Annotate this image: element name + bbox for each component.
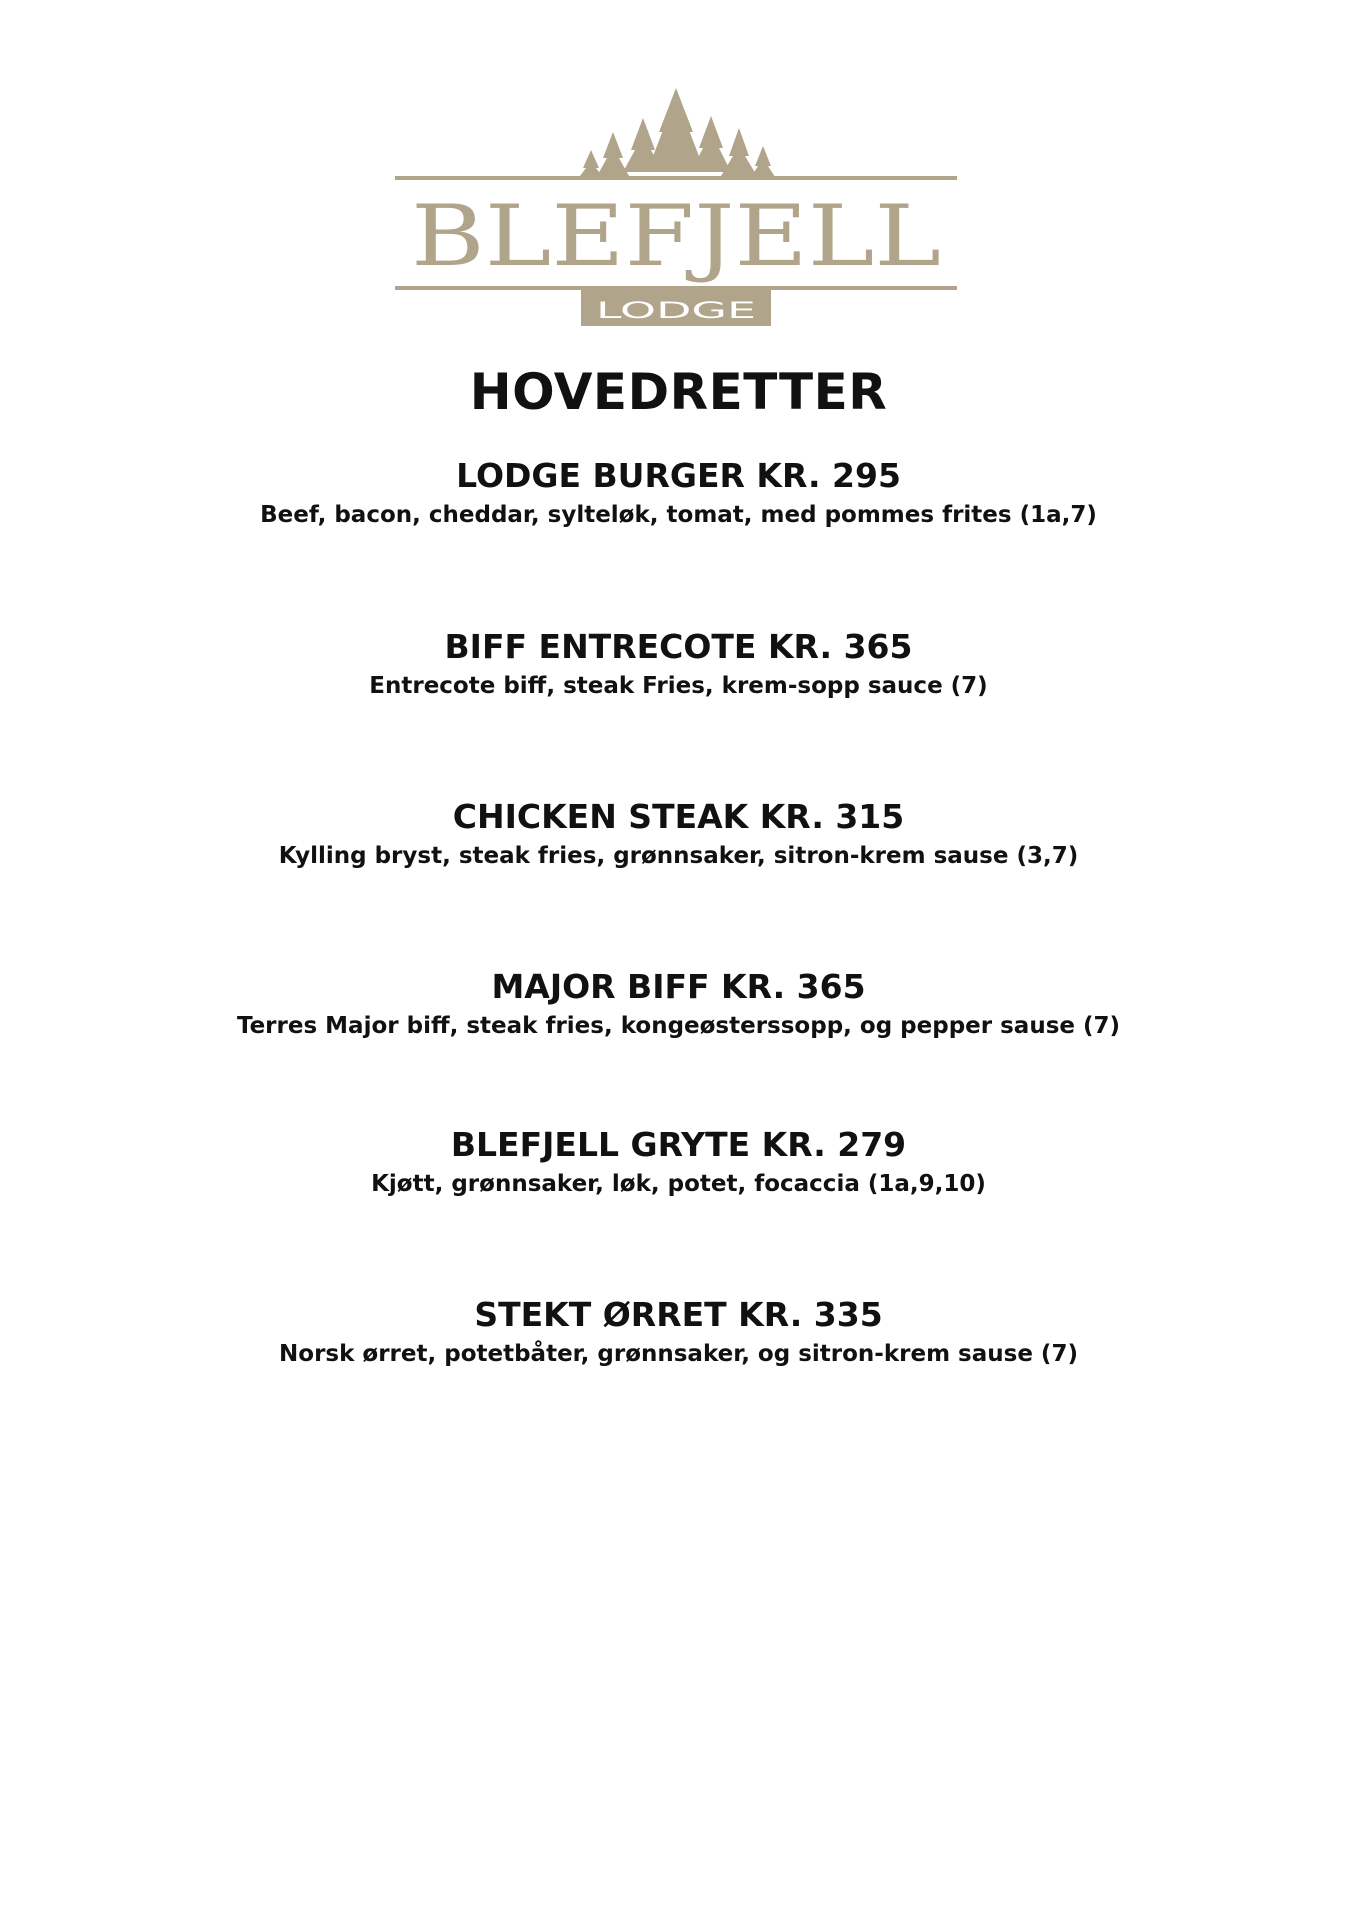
menu-item-name: CHICKEN STEAK KR. 315 [452,797,905,836]
logo-sub: LODGE [596,299,756,324]
menu-item [0,1294,1357,1370]
logo-name: BLEFJELL [411,187,941,285]
page-title: HOVEDRETTER [469,363,888,421]
blefjell-lodge-logo [395,88,957,328]
logo-top-rule [395,176,957,180]
menu-item [0,626,1357,702]
pine-trees-icon [577,88,777,180]
menu-item-description: Kjøtt, grønnsaker, løk, potet, focaccia (1a,9,10) [371,1171,986,1197]
menu-item-description: Kylling bryst, steak fries, grønnsaker, sitron-krem sause (3,7) [278,843,1079,869]
menu-item-name: BLEFJELL GRYTE KR. 279 [450,1125,907,1164]
menu-item-name: LODGE BURGER KR. 295 [456,456,901,495]
menu-item-description: Terres Major biff, steak fries, kongeøsterssopp, og pepper sause (7) [236,1013,1121,1039]
menu-item-description: Beef, bacon, cheddar, sylteløk, tomat, med pommes frites (1a,7) [260,502,1097,528]
menu-item [0,796,1357,872]
logo-bottom-rule [395,286,957,290]
menu-item [0,455,1357,531]
menu-item-name: MAJOR BIFF KR. 365 [491,967,866,1006]
menu-item-name: BIFF ENTRECOTE KR. 365 [444,627,913,666]
menu-item [0,1124,1357,1200]
menu-item [0,966,1357,1042]
menu-item-description: Entrecote biff, steak Fries, krem-sopp sauce (7) [369,673,988,699]
menu-item-name: STEKT ØRRET KR. 335 [474,1295,883,1334]
menu-item-description: Norsk ørret, potetbåter, grønnsaker, og sitron-krem sause (7) [279,1341,1078,1367]
